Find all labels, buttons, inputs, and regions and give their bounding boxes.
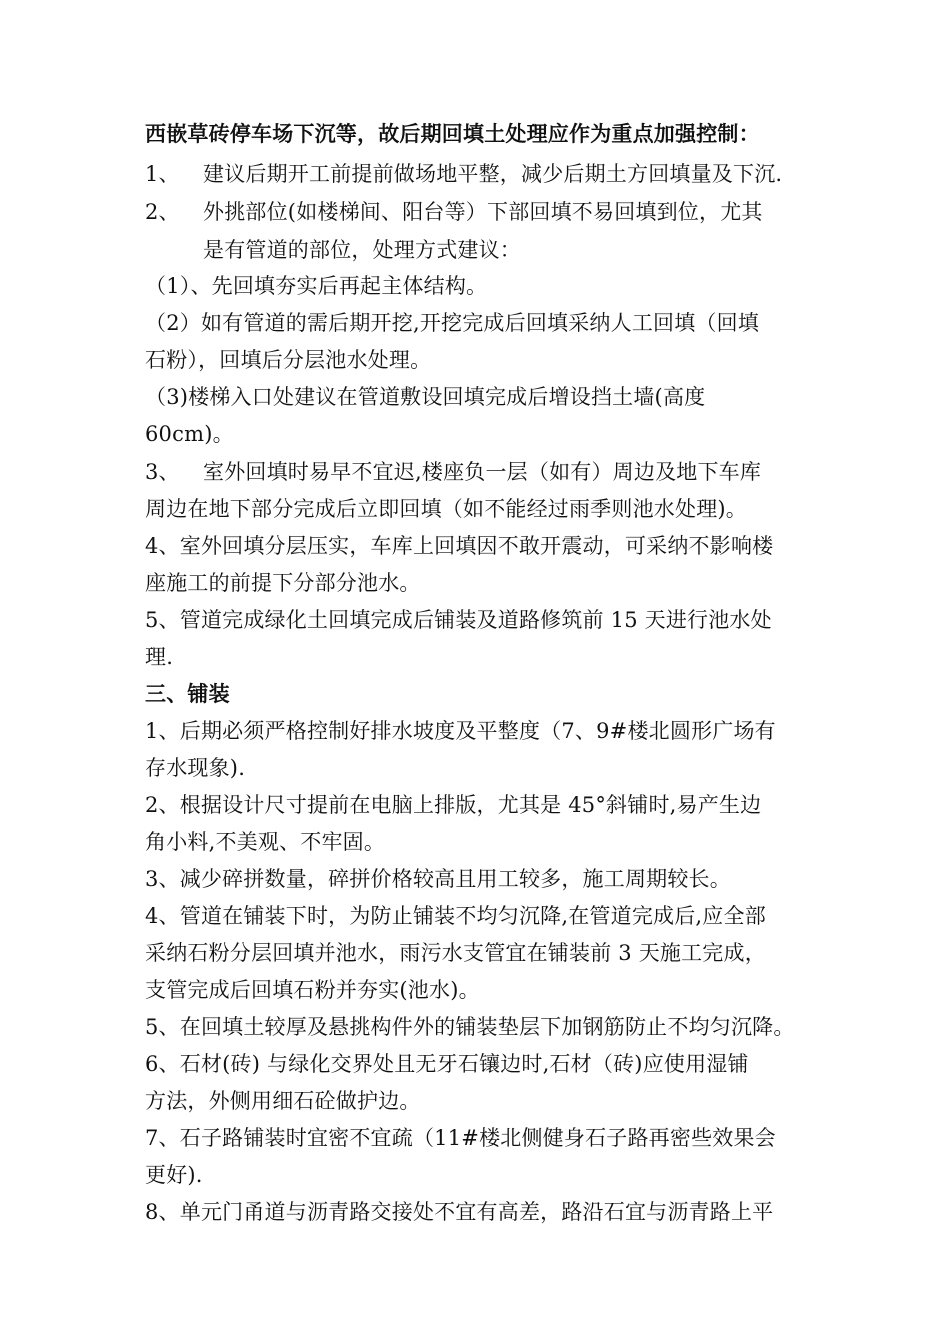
paving-item-6: 6、石材(砖) 与绿化交界处且无牙石镶边时,石材（砖)应使用湿铺 [145,1052,749,1076]
paving-item-6-continuation: 方法，外侧用细石砼做护边。 [145,1089,421,1113]
paving-item-4-continuation: 支管完成后回填石粉并夯实(池水)。 [145,978,480,1002]
sub-item-1: （1）、先回填夯实后再起主体结构。 [145,274,488,298]
list-item-2 [145,198,763,226]
list-item-3 [145,458,761,486]
sub-item-3-continuation: 60cm)。 [145,422,234,446]
paving-item-4-continuation: 采纳石粉分层回填并池水，雨污水支管宜在铺装前 3 天施工完成， [145,941,766,965]
paving-item-1-continuation: 存水现象). [145,756,246,780]
list-number: 1、 [145,162,180,186]
paving-item-2-continuation: 角小料,不美观、不牢固。 [145,830,386,854]
list-item-3-continuation: 周边在地下部分完成后立即回填（如不能经过雨季则池水处理)。 [145,497,747,521]
list-text: 建议后期开工前提前做场地平整，减少后期土方回填量及下沉. [203,162,783,186]
paving-item-7: 7、石子路铺装时宜密不宜疏（11#楼北侧健身石子路再密些效果会 [145,1126,776,1150]
list-item-4-continuation: 座施工的前提下分部分池水。 [145,571,421,595]
list-item-4: 4、室外回填分层压实，车库上回填因不敢开震动，可采纳不影响楼 [145,534,774,558]
paving-item-3: 3、减少碎拼数量，碎拼价格较高且用工较多，施工周期较长。 [145,867,731,891]
paragraph-intro: 西嵌草砖停车场下沉等，故后期回填土处理应作为重点加强控制： [145,121,760,146]
paving-item-4: 4、管道在铺装下时，为防止铺装不均匀沉降,在管道完成后,应全部 [145,904,766,928]
list-item-2-continuation: 是有管道的部位，处理方式建议： [203,238,521,262]
list-number: 3、 [145,460,180,484]
sub-item-3: （3)楼梯入口处建议在管道敷设回填完成后增设挡土墙(高度 [145,385,706,409]
list-text: 外挑部位(如楼梯间、阳台等）下部回填不易回填到位，尤其 [203,200,763,224]
sub-item-2-continuation: 石粉），回填后分层池水处理。 [145,348,432,372]
list-item-1 [145,160,782,188]
list-item-5: 5、管道完成绿化土回填完成后铺装及道路修筑前 15 天进行池水处 [145,608,772,632]
paving-item-2: 2、根据设计尺寸提前在电脑上排版，尤其是 45°斜铺时,易产生边 [145,793,762,817]
paving-item-1: 1、后期必须严格控制好排水坡度及平整度（7、9#楼北圆形广场有 [145,719,776,743]
list-number: 2、 [145,200,180,224]
list-text: 室外回填时易早不宜迟,楼座负一层（如有）周边及地下车库 [203,460,762,484]
paving-item-8: 8、单元门甬道与沥青路交接处不宜有高差，路沿石宜与沥青路上平 [145,1200,774,1224]
paving-item-5: 5、在回填土较厚及悬挑构件外的铺装垫层下加钢筋防止不均匀沉降。 [145,1015,795,1039]
sub-item-2: （2）如有管道的需后期开挖,开挖完成后回填采纳人工回填（回填 [145,311,760,335]
paving-item-7-continuation: 更好). [145,1163,203,1187]
list-item-5-continuation: 理. [145,645,174,669]
section-heading: 三、铺装 [145,681,230,706]
